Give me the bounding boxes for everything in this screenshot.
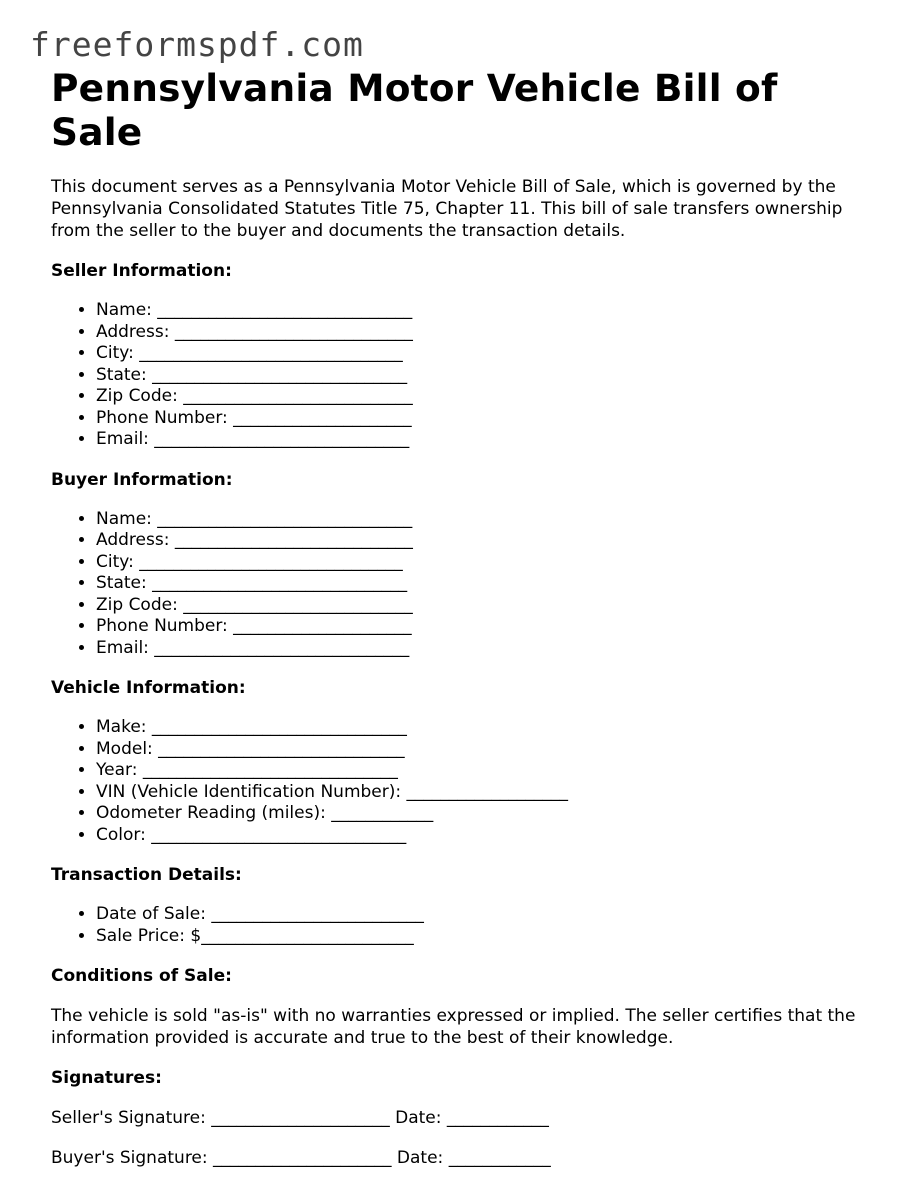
- buyer-address-field[interactable]: • Address: ____________________________: [96, 530, 881, 552]
- buyer-state-field[interactable]: • State: ______________________________: [96, 573, 881, 595]
- seller-name-field[interactable]: • Name: ______________________________: [96, 300, 881, 322]
- vehicle-field-list: [51, 717, 881, 846]
- buyer-phone-field[interactable]: • Phone Number: _____________________: [96, 616, 881, 638]
- seller-address-field[interactable]: • Address: ____________________________: [96, 322, 881, 344]
- seller-zip-field[interactable]: • Zip Code: ___________________________: [96, 386, 881, 408]
- buyer-zip-field[interactable]: • Zip Code: ___________________________: [96, 595, 881, 617]
- seller-city-field[interactable]: • City: _______________________________: [96, 343, 881, 365]
- signatures-heading: Signatures:: [51, 1068, 162, 1088]
- seller-field-list: [51, 300, 881, 451]
- transaction-heading: Transaction Details:: [51, 865, 242, 885]
- buyer-signature-line[interactable]: Buyer's Signature: _____________________ Date: ____________: [51, 1148, 551, 1168]
- intro-paragraph: This document serves as a Pennsylvania Motor Vehicle Bill of Sale, which is governed by the Pennsylvania Consolidated Statutes Title 75, Chapter 11. This bill of sale transfers ownership from the seller to the buyer and documents the transaction details.: [51, 177, 843, 241]
- sale-date-field[interactable]: • Date of Sale: _________________________: [96, 904, 881, 926]
- vehicle-year-field[interactable]: • Year: ______________________________: [96, 760, 881, 782]
- sale-price-field[interactable]: • Sale Price: $_________________________: [96, 926, 881, 948]
- seller-phone-field[interactable]: • Phone Number: _____________________: [96, 408, 881, 430]
- buyer-name-field[interactable]: • Name: ______________________________: [96, 509, 881, 531]
- vehicle-model-field[interactable]: • Model: _____________________________: [96, 739, 881, 761]
- seller-state-field[interactable]: • State: ______________________________: [96, 365, 881, 387]
- vehicle-vin-field[interactable]: • VIN (Vehicle Identification Number): ___________________: [96, 782, 881, 804]
- vehicle-color-field[interactable]: • Color: ______________________________: [96, 825, 881, 847]
- page-title: Pennsylvania Motor Vehicle Bill of Sale: [51, 66, 778, 154]
- buyer-email-field[interactable]: • Email: ______________________________: [96, 638, 881, 660]
- document: [51, 66, 881, 1169]
- buyer-field-list: [51, 509, 881, 660]
- seller-email-field[interactable]: • Email: ______________________________: [96, 429, 881, 451]
- vehicle-odometer-field[interactable]: • Odometer Reading (miles): ____________: [96, 803, 881, 825]
- vehicle-make-field[interactable]: • Make: ______________________________: [96, 717, 881, 739]
- transaction-field-list: [51, 904, 881, 947]
- vehicle-heading: Vehicle Information:: [51, 678, 246, 698]
- seller-signature-line[interactable]: Seller's Signature: _____________________ Date: ____________: [51, 1108, 549, 1128]
- seller-heading: Seller Information:: [51, 261, 232, 281]
- conditions-text: The vehicle is sold "as-is" with no warranties expressed or implied. The seller certifies that the information provided is accurate and true to the best of their knowledge.: [51, 1006, 856, 1048]
- buyer-heading: Buyer Information:: [51, 469, 233, 490]
- conditions-heading: Conditions of Sale:: [51, 966, 232, 986]
- watermark: freeformspdf.com: [30, 25, 364, 64]
- buyer-city-field[interactable]: • City: _______________________________: [96, 552, 881, 574]
